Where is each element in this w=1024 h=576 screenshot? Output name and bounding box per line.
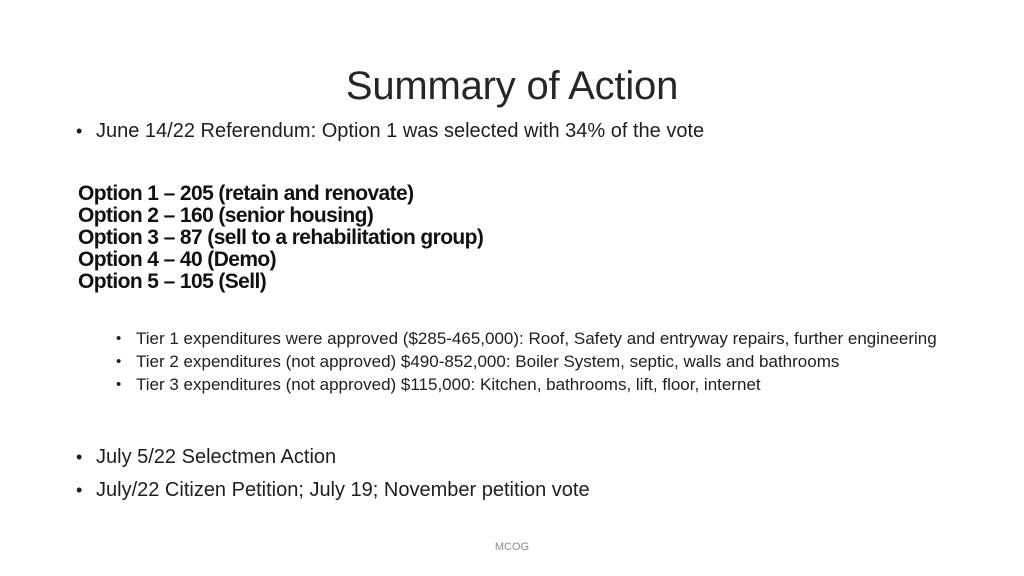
bullet-icon: • [116,376,122,393]
bullet-icon: • [76,480,83,500]
option-4: Option 4 – 40 (Demo) [78,248,277,271]
bullet-text: June 14/22 Referendum: Option 1 was selected with 34% of the vote [96,120,705,142]
tier-2-item [116,353,976,371]
bullet-text: July 5/22 Selectmen Action [96,446,337,468]
slide-title: Summary of Action [345,64,679,108]
tier-1-item [116,330,976,348]
bullet-item-petition [76,479,590,502]
tier-3-item [116,376,976,394]
bullet-icon: • [76,121,83,141]
footer-label: MCOG [494,541,530,553]
tier-2-text: Tier 2 expenditures (not approved) $490-852,000: Boiler System, septic, walls and bathrooms [136,352,840,371]
tier-1-text: Tier 1 expenditures were approved ($285-465,000): Roof, Safety and entryway repairs, further engineering [136,329,937,348]
bullet-icon: • [116,330,122,347]
bullet-icon: • [116,353,122,370]
tier-3-text: Tier 3 expenditures (not approved) $115,000: Kitchen, bathrooms, lift, floor, internet [136,375,761,394]
option-1: Option 1 – 205 (retain and renovate) [78,182,414,205]
tier-list [116,330,976,399]
bullet-item-selectmen [76,446,336,469]
option-5: Option 5 – 105 (Sell) [78,270,267,293]
bullet-icon: • [76,447,83,467]
option-2: Option 2 – 160 (senior housing) [78,204,374,227]
option-3: Option 3 – 87 (sell to a rehabilitation group) [78,226,484,249]
bullet-text: July/22 Citizen Petition; July 19; November petition vote [96,479,590,501]
options-list [78,183,483,293]
bullet-item-referendum [76,120,704,143]
